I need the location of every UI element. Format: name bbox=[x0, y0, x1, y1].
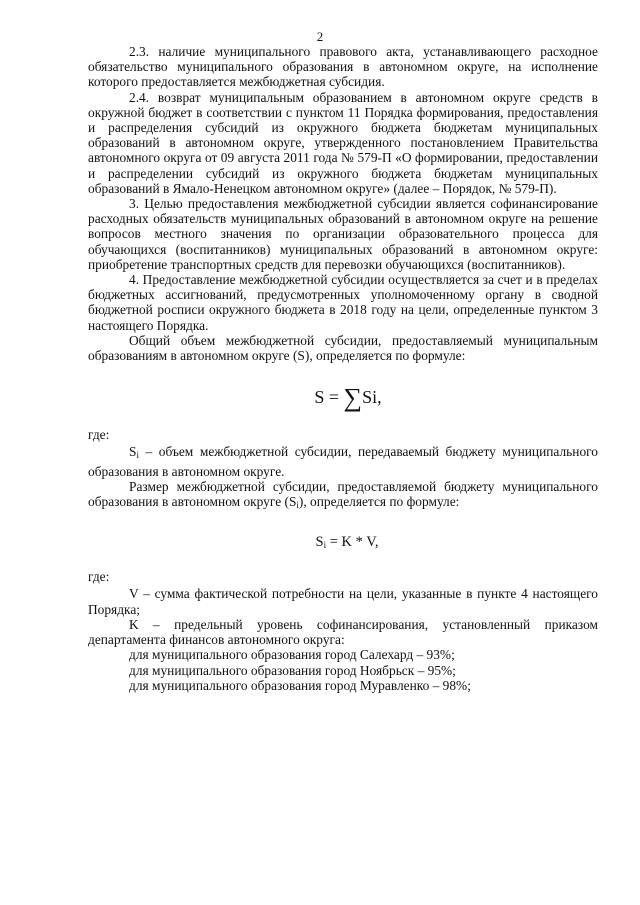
formula-si-subscript: i bbox=[323, 540, 327, 551]
formula-total-left: S = bbox=[314, 387, 340, 408]
page-number: 2 bbox=[316, 29, 324, 44]
paragraph-2-4: 2.4. возврат муниципальным образованием в автономном округе средств в окружной бюджет в соответствии с пунктом 11 Порядка формирования, предоставления и распределения субсидий из окружного бюджета бюджетам муниципальных образований в автономном округе, утвержденного постановлением Правительства автономного округа от 09 августа 2011 года № 579-П «О формировании, предоставлении и распределении субсидий из окружного бюджета бюджетам муниципальных образований в Ямало-Ненецком автономном округе» (далее – Порядок, № 579-П). bbox=[88, 89, 598, 196]
definition-si-subscript: i bbox=[136, 450, 139, 461]
paragraph-subsidy-size bbox=[88, 479, 598, 513]
formula-si bbox=[88, 519, 598, 565]
definition-v: V – сумма фактической потребности на цели, указанные в пункте 4 настоящего Порядка; bbox=[88, 586, 598, 617]
formula-total-sum bbox=[88, 369, 598, 425]
formula-total-right: Si, bbox=[362, 387, 382, 408]
sigma-symbol: ∑ bbox=[343, 383, 363, 413]
city-noyabrsk: для муниципального образования город Ноябрьск – 95%; bbox=[129, 662, 456, 678]
subsidy-size-subscript: i bbox=[296, 500, 299, 511]
paragraph-2-3: 2.3. наличие муниципального правового акта, устанавливающего расходное обязательство муниципального образования в автономном округе, на исполнение которого предоставляется межбюджетная субсидия. bbox=[88, 44, 598, 90]
paragraph-total-volume: Общий объем межбюджетной субсидии, предоставляемый муниципальным образованиям в автономном округе (S), определяется по формуле: bbox=[88, 332, 598, 364]
definition-si bbox=[88, 444, 598, 478]
document-body bbox=[88, 44, 598, 693]
city-salekhard: для муниципального образования город Салехард – 93%; bbox=[129, 647, 455, 663]
definition-k: K – предельный уровень софинансирования, установленный приказом департамента финансов автономного округа: bbox=[88, 616, 598, 648]
definition-si-symbol: S bbox=[129, 444, 137, 460]
formula-si-rest: = K * V, bbox=[326, 534, 379, 551]
where-label-2: где: bbox=[88, 569, 110, 585]
city-muravlenko: для муниципального образования город Муравленко – 98%; bbox=[129, 677, 471, 693]
definition-si-text: – объем межбюджетной субсидии, передаваемый бюджету муниципального образования в автономном округе. bbox=[88, 444, 598, 479]
where-label-1: где: bbox=[88, 427, 110, 443]
subsidy-size-suffix: ), определяется по формуле: bbox=[298, 494, 460, 510]
formula-si-symbol: S bbox=[315, 534, 324, 551]
subsidy-size-prefix: Размер межбюджетной субсидии, предоставляемой бюджету муниципального образования в автономном округе (S bbox=[88, 478, 598, 510]
paragraph-4: 4. Предоставление межбюджетной субсидии осуществляется за счет и в пределах бюджетных ассигнований, предусмотренных уполномоченному органу в сводной бюджетной росписи окружного бюджета в 2018 году на цели, определенные пунктом 3 настоящего Порядка. bbox=[88, 272, 598, 333]
paragraph-3: 3. Целью предоставления межбюджетной субсидии является софинансирование расходных обязательств муниципальных образований в автономном округе на решение вопросов местного значения по организации образовательного процесса для обучающихся (воспитанников) муниципальных образований в автономном округе: приобретение транспортных средств для перевозки обучающихся (воспитанников). bbox=[88, 196, 598, 272]
